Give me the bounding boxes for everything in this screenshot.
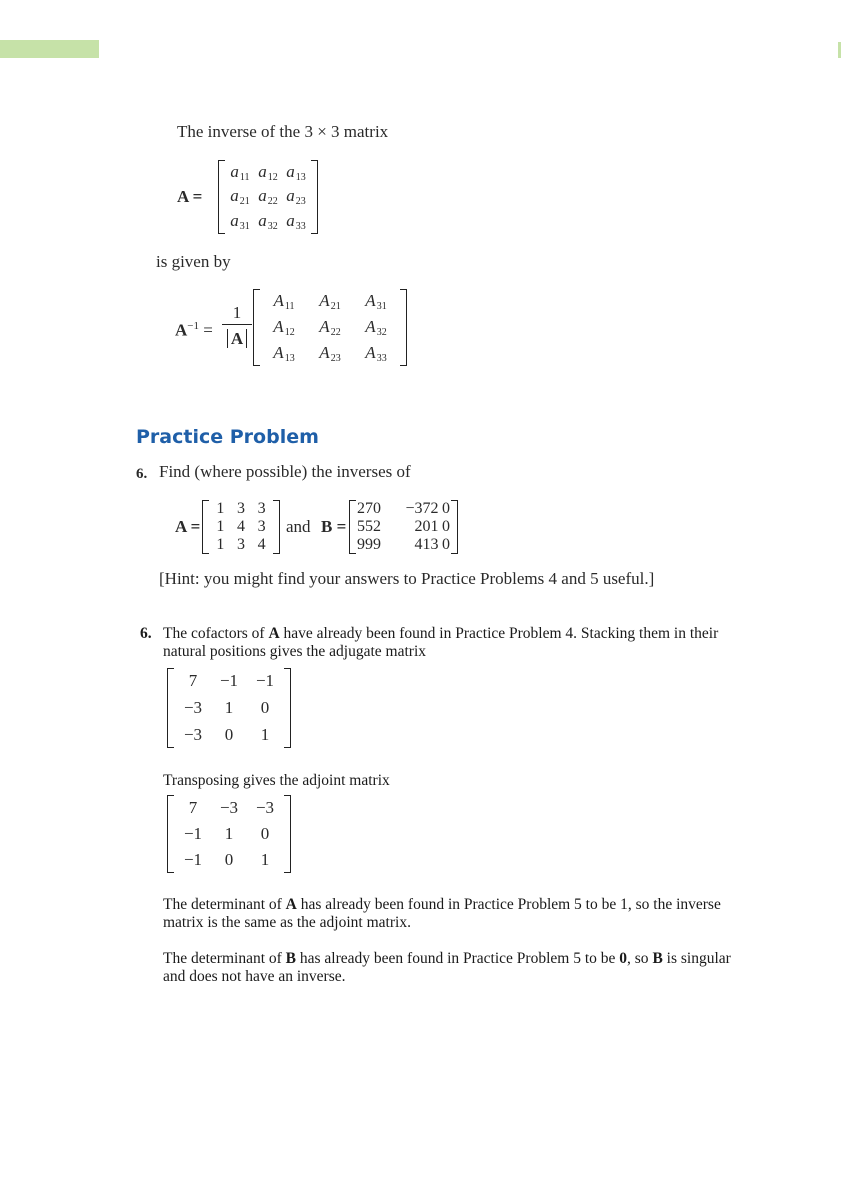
entry-base: A xyxy=(365,342,376,362)
entry-base: A xyxy=(365,316,376,336)
entry-subscript: 12 xyxy=(267,171,278,183)
matrix-entry xyxy=(261,340,307,366)
entry-base: a xyxy=(258,186,267,206)
matrix-entry: 7 xyxy=(188,671,198,691)
matrix-entry xyxy=(282,185,310,210)
entry-base: a xyxy=(258,211,267,231)
matrix-entry: 1 xyxy=(260,850,270,869)
entry-base: A xyxy=(319,342,330,362)
matrix-entry xyxy=(226,185,254,210)
matrix-entry: −3 xyxy=(183,724,203,744)
matrix-entry: 4 xyxy=(236,518,245,535)
matrix-entry: 0 xyxy=(224,724,234,744)
matrix-entry: −3 xyxy=(255,798,275,817)
entry-base: a xyxy=(258,161,267,181)
matrix-entry: 413 xyxy=(414,536,439,553)
entry-base: a xyxy=(230,186,239,206)
general-matrix-a xyxy=(218,160,318,234)
entry-base: a xyxy=(230,211,239,231)
det-a-text: The determinant of A has already been found in Practice Problem 5 to be 1, so the inverse xyxy=(163,896,721,913)
matrix-entry: 552 xyxy=(357,518,381,535)
entry-subscript: 23 xyxy=(295,196,306,208)
matrix-entry: −1 xyxy=(183,850,203,869)
entry-subscript: 31 xyxy=(239,221,250,233)
matrix-entry: −372 xyxy=(405,500,439,517)
entry-subscript: 12 xyxy=(284,326,295,338)
entry-subscript: 21 xyxy=(330,301,341,313)
practice-b-label: B = xyxy=(321,517,347,536)
transposing-text: Transposing gives the adjoint matrix xyxy=(163,772,390,789)
matrix-entry: 999 xyxy=(357,536,381,553)
matrix-entry: −1 xyxy=(219,671,239,691)
and-text: and xyxy=(286,517,311,536)
matrix-entry: −1 xyxy=(183,824,203,843)
entry-subscript: 33 xyxy=(376,352,387,364)
matrix-entry: 1 xyxy=(224,824,234,843)
matrix-entry: −1 xyxy=(255,671,275,691)
matrix-entry: 3 xyxy=(257,518,266,535)
entry-subscript: 13 xyxy=(295,171,306,183)
entry-subscript: 32 xyxy=(376,326,387,338)
inverse-fraction xyxy=(222,302,252,352)
practice-question: Find (where possible) the inverses of xyxy=(159,462,411,481)
matrix-entry: 201 xyxy=(414,518,439,535)
matrix-entry: 7 xyxy=(188,798,198,817)
entry-subscript: 11 xyxy=(239,171,250,183)
entry-subscript: 22 xyxy=(330,326,341,338)
solution-para1: The cofactors of A have already been found in Practice Problem 4. Stacking them in their xyxy=(163,625,719,642)
entry-base: a xyxy=(286,161,295,181)
matrix-entry xyxy=(353,315,399,341)
matrix-entry: 3 xyxy=(236,500,245,517)
entry-base: A xyxy=(319,291,330,311)
matrix-entry: 3 xyxy=(257,500,266,517)
entry-subscript: 31 xyxy=(376,301,387,313)
fraction-denominator: A xyxy=(227,329,247,348)
given-by-text: is given by xyxy=(156,252,231,271)
entry-base: A xyxy=(273,316,284,336)
entry-subscript: 13 xyxy=(284,352,295,364)
solution-para1-line2: natural positions gives the adjugate matrix xyxy=(163,643,427,660)
fraction-numerator: 1 xyxy=(232,303,242,322)
matrix-entry: 3 xyxy=(236,536,245,553)
matrix-entry: 0 xyxy=(260,824,270,843)
matrix-entry: 1 xyxy=(216,500,225,517)
matrix-entry: 4 xyxy=(257,536,266,553)
entry-base: A xyxy=(273,291,284,311)
matrix-entry: −3 xyxy=(183,697,203,717)
matrix-entry: 270 xyxy=(357,500,381,517)
inverse-label: $A^{-1}$ = xyxy=(175,320,213,340)
matrix-entry xyxy=(353,289,399,315)
matrix-entry xyxy=(282,160,310,185)
matrix-entry xyxy=(261,289,307,315)
entry-subscript: 32 xyxy=(267,221,278,233)
adjoint-matrix xyxy=(167,795,291,873)
entry-base: A xyxy=(319,316,330,336)
practice-a-label: A = xyxy=(175,517,201,536)
matrix-entry: −3 xyxy=(219,798,239,817)
cofactor-matrix xyxy=(253,289,407,366)
matrix-entry: 1 xyxy=(216,536,225,553)
matrix-entry: 1 xyxy=(260,724,270,744)
matrix-entry: 0 xyxy=(442,518,450,535)
entry-base: a xyxy=(286,211,295,231)
matrix-entry xyxy=(353,340,399,366)
adjugate-matrix xyxy=(167,668,291,748)
matrix-entry xyxy=(261,315,307,341)
practice-matrix-b xyxy=(349,500,458,554)
entry-subscript: 22 xyxy=(267,196,278,208)
matrix-entry: 0 xyxy=(442,536,450,553)
matrix-entry xyxy=(307,315,353,341)
entry-base: a xyxy=(286,186,295,206)
matrix-entry: 0 xyxy=(224,850,234,869)
hint-text: [Hint: you might find your answers to Practice Problems 4 and 5 useful.] xyxy=(159,569,655,588)
entry-base: a xyxy=(230,161,239,181)
entry-subscript: 21 xyxy=(239,196,250,208)
entry-subscript: 23 xyxy=(330,352,341,364)
practice-problem-heading: Practice Problem xyxy=(136,426,319,448)
matrix-entry: 1 xyxy=(216,518,225,535)
matrix-a-label: A = xyxy=(177,187,203,206)
practice-matrix-a xyxy=(202,500,280,554)
matrix-entry xyxy=(254,209,282,234)
det-a-line2: matrix is the same as the adjoint matrix. xyxy=(163,914,411,931)
entry-subscript: 11 xyxy=(284,301,295,313)
intro-line: The inverse of the 3 × 3 matrix xyxy=(177,122,389,141)
matrix-entry: 1 xyxy=(224,697,234,717)
matrix-entry xyxy=(307,340,353,366)
header-accent-bar xyxy=(0,40,99,58)
solution-number: 6. xyxy=(140,625,152,642)
matrix-entry xyxy=(254,185,282,210)
entry-base: A xyxy=(365,291,376,311)
matrix-entry xyxy=(282,209,310,234)
matrix-entry xyxy=(226,160,254,185)
matrix-entry xyxy=(307,289,353,315)
matrix-entry: 0 xyxy=(260,697,270,717)
matrix-entry: 0 xyxy=(442,500,450,517)
practice-number: 6. xyxy=(136,466,148,482)
entry-base: A xyxy=(273,342,284,362)
det-b-text: The determinant of B has already been found in Practice Problem 5 to be 0, so B is singular xyxy=(163,950,731,967)
entry-subscript: 33 xyxy=(295,221,306,233)
matrix-entry xyxy=(254,160,282,185)
det-b-line2: and does not have an inverse. xyxy=(163,968,346,985)
matrix-entry xyxy=(226,209,254,234)
